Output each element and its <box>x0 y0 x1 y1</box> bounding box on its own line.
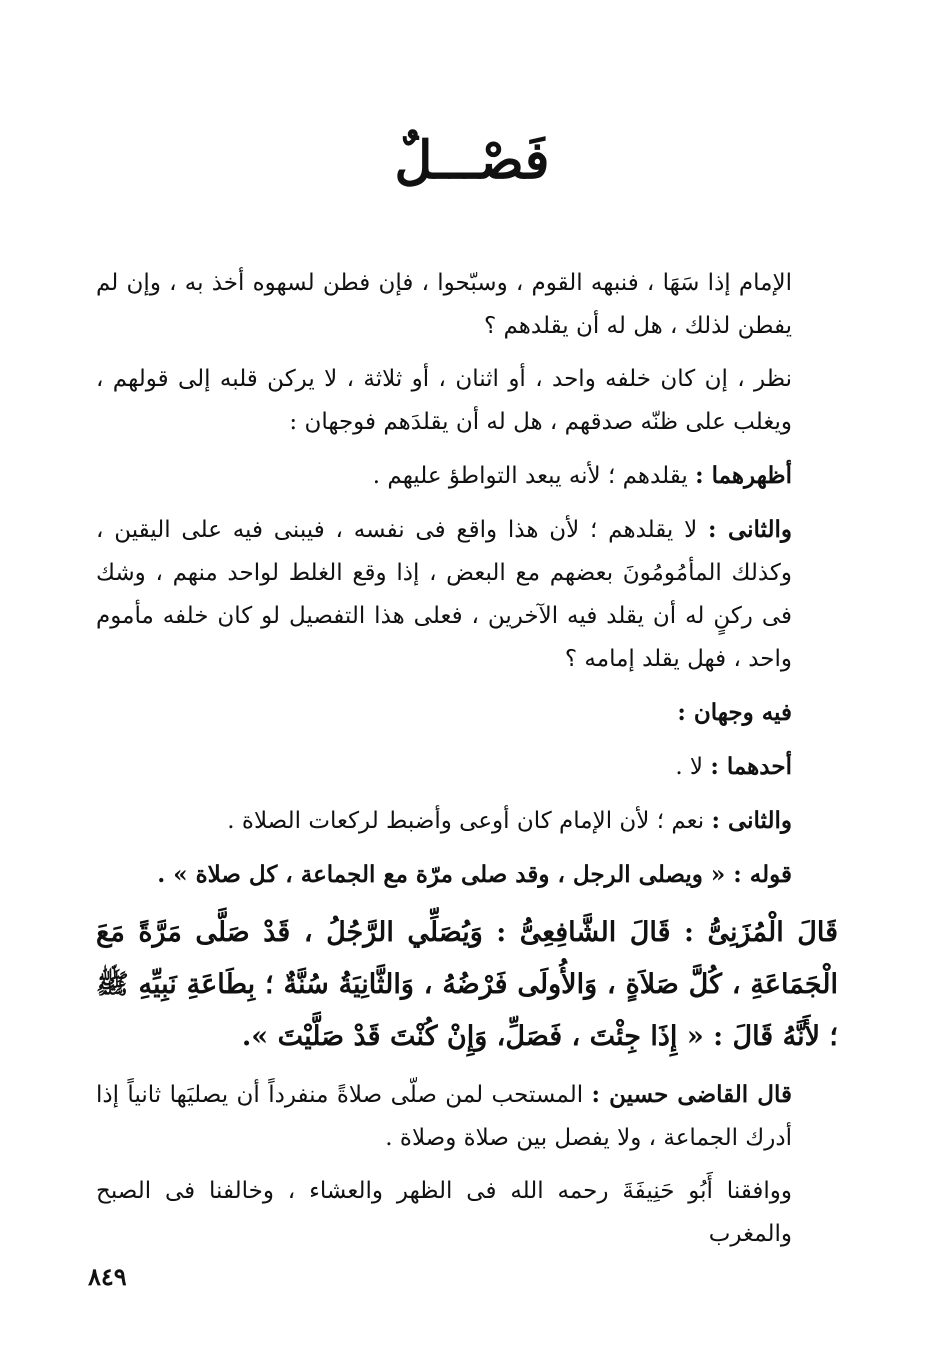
paragraph-2-text: نظر ، إن كان خلفه واحد ، أو اثنان ، أو ثلاثة ، لا يركن قلبه إلى قولهم ، ويغلب على ظنّه صدقهم ، هل له أن يقلدَهم فوجهان : <box>96 366 792 435</box>
paragraph-10-lead: قال القاضى حسين : <box>591 1081 792 1108</box>
page-number: ٨٤٩ <box>88 1262 127 1291</box>
paragraph-2 <box>96 358 838 444</box>
paragraph-3 <box>96 454 838 498</box>
paragraph-9-text: قَالَ الْمُزَنِىُّ : قَالَ الشَّافِعِىُّ : وَيُصَلِّي الرَّجُلُ ، قَدْ صَلَّى مَرَّةً مَعَ الْجَمَاعَةِ ، كُلَّ صَلاَةٍ ، وَالأُولَى فَرْضُهُ ، وَالثَّانِيَةُ سُنَّةٌ ؛ بِطَاعَةِ نَبِيِّهِ ﷺ ؛ لأَنَّهُ قَالَ : « إِذَا جِئْتَ ، فَصَلِّ، وَإِنْ كُنْتَ قَدْ صَلَّيْتَ ». <box>96 917 838 1052</box>
paragraph-5 <box>96 691 838 735</box>
paragraph-11-text: ووافقنا أَبُو حَنِيفَةَ رحمه الله فى الظهر والعشاء ، وخالفنا فى الصبح والمغرب <box>96 1178 792 1247</box>
paragraph-1-text: الإمام إذا سَهَا ، فنبهه القوم ، وسبّحوا ، فإن فطن لسهوه أخذ به ، وإن لم يفطن لذلك ، هل له أن يقلدهم ؟ <box>96 270 792 339</box>
paragraph-11 <box>96 1170 838 1256</box>
paragraph-1 <box>96 262 838 348</box>
paragraph-8-lead: قوله : <box>733 861 792 888</box>
paragraph-5-lead: فيه وجهان : <box>677 699 792 726</box>
paragraph-7-lead: والثانى : <box>711 807 792 834</box>
paragraph-6-lead: أحدهما : <box>710 753 792 780</box>
paragraph-8-text: « ويصلى الرجل ، وقد صلى مرّة مع الجماعة ، كل صلاة » . <box>157 861 734 888</box>
paragraph-4 <box>96 508 838 681</box>
paragraph-7-text: نعم ؛ لأن الإمام كان أوعى وأضبط لركعات الصلاة . <box>227 808 712 834</box>
paragraph-3-text: يقلدهم ؛ لأنه يبعد التواطؤ عليهم . <box>372 463 696 489</box>
paragraph-4-text: لا يقلدهم ؛ لأن هذا واقع فى نفسه ، فيبنى فيه على اليقين ، وكذلك المأمُومُونَ بعضهم مع البعض ، إذا وقع الغلط لواحد منهم ، وشك فى ركنٍ له أن يقلد فيه الآخرين ، فعلى هذا التفصيل لو كان خلفه مأموم واحد ، فهل يقلد إمامه ؟ <box>96 517 792 672</box>
paragraph-8 <box>96 853 838 897</box>
paragraph-10 <box>96 1073 838 1160</box>
paragraph-4-lead: والثانى : <box>708 516 792 543</box>
paragraph-6 <box>96 745 838 789</box>
paragraph-10-text: المستحب لمن صلّى صلاةً منفرداً أن يصليَها ثانياً إذا أدرك الجماعة ، ولا يفصل بين صلاة وصلاة . <box>96 1082 792 1151</box>
paragraph-7 <box>96 799 838 843</box>
paragraph-6-text: لا . <box>675 754 711 780</box>
paragraph-3-lead: أظهرهما : <box>695 462 792 489</box>
body-text <box>96 262 838 1266</box>
paragraph-9-quote <box>96 907 838 1063</box>
section-heading: فَصْـــلٌ <box>394 130 550 191</box>
